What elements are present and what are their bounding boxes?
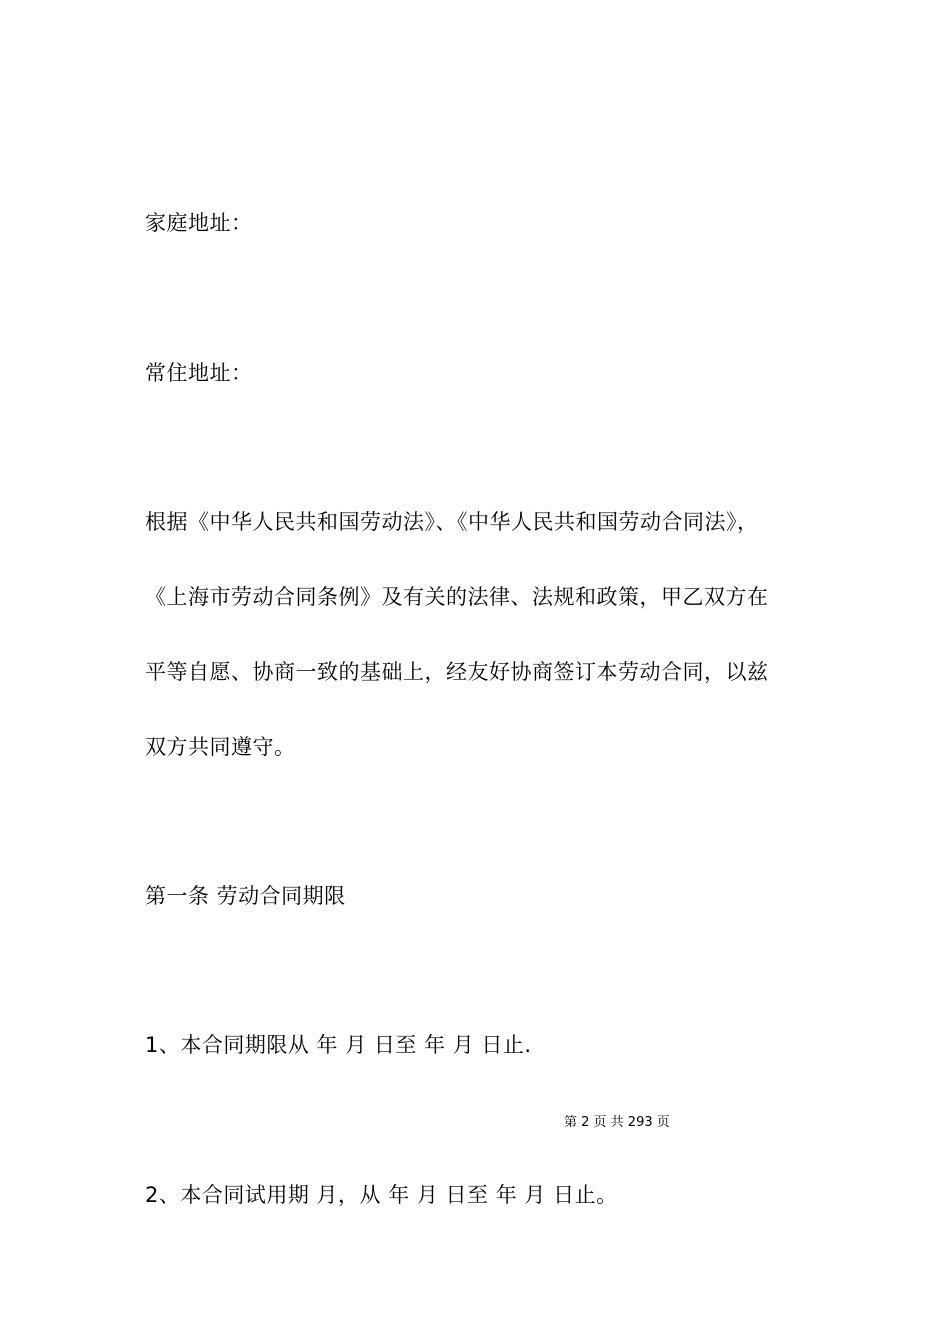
preamble-line-1: 根据《中华人民共和国劳动法》、《中华人民共和国劳动合同法》， [145, 510, 759, 534]
residence-address-label: 常住地址： [145, 361, 253, 385]
page-footer: 第 2 页 共 293 页 [564, 1115, 670, 1130]
preamble-line-2: 《上海市劳动合同条例》及有关的法律、法规和政策，甲乙双方在 [145, 585, 769, 609]
article-1-title: 第一条 劳动合同期限 [145, 884, 346, 908]
preamble-line-4: 双方共同遵守。 [145, 735, 296, 759]
home-address-label: 家庭地址： [145, 211, 253, 235]
preamble-line-3: 平等自愿、协商一致的基础上，经友好协商签订本劳动合同，以兹 [145, 660, 769, 684]
clause-1: 1、本合同期限从 年 月 日至 年 月 日止. [145, 1033, 532, 1057]
clause-2: 2、本合同试用期 月，从 年 月 日至 年 月 日止。 [145, 1183, 618, 1207]
